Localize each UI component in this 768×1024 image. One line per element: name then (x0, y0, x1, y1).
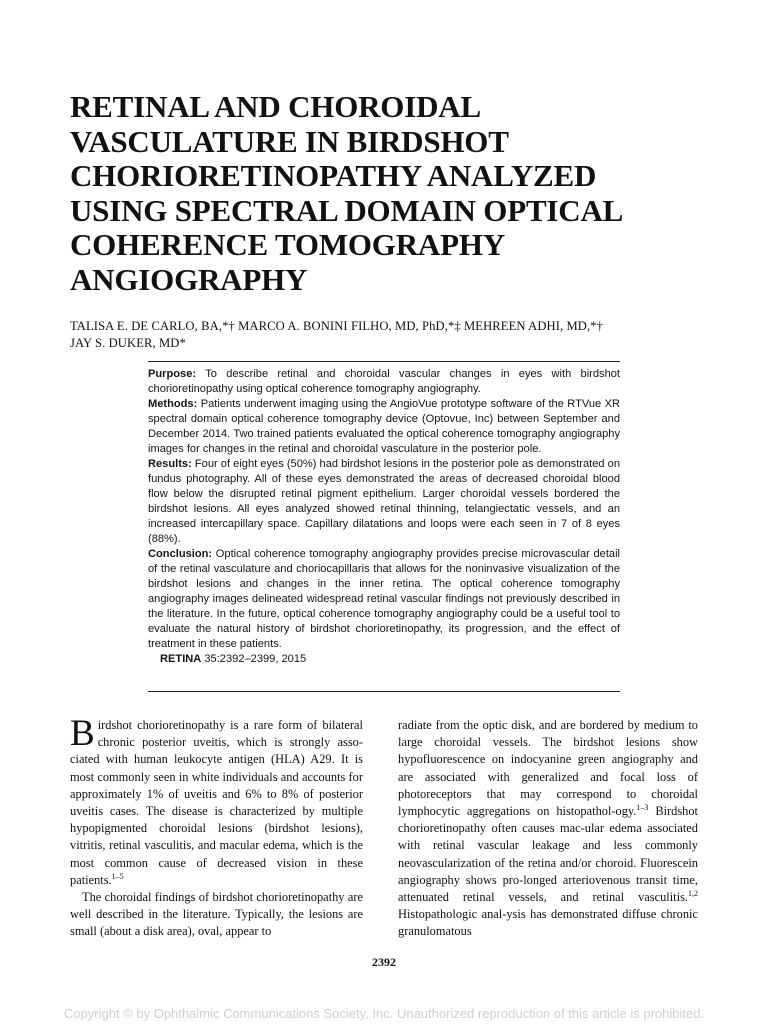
results-label: Results: (148, 458, 192, 470)
paragraph-text: radiate from the optic disk, and are bordered by medium to large choroidal vessels. The birdshot lesions show hypofluorescence on indocyanine green angiography and are associated with generalized and focal loss of photoreceptors that may correspond to choroidal lymphocytic aggregations on histopathol-ogy. (398, 718, 698, 819)
citation-text: 35:2392–2399, 2015 (204, 653, 307, 665)
author-line: TALISA E. DE CARLO, BA,*† MARCO A. BONINI FILHO, MD, PhD,*‡ MEHREEN ADHI, MD,*† (70, 319, 604, 333)
article-title (70, 90, 710, 298)
journal-name: RETINA (160, 653, 202, 665)
abstract (148, 367, 620, 667)
author-list (70, 318, 710, 352)
abstract-conclusion (148, 547, 620, 652)
purpose-label: Purpose: (148, 368, 197, 380)
body-paragraph (398, 717, 698, 941)
title-line: CHORIORETINOPATHY ANALYZED (70, 158, 597, 194)
abstract-results (148, 457, 620, 547)
abstract-bottom-rule (148, 691, 620, 692)
journal-citation (160, 652, 620, 667)
reference-marker: 1–5 (111, 871, 124, 881)
abstract-purpose (148, 367, 620, 397)
body-paragraph (70, 889, 363, 941)
results-text: Four of eight eyes (50%) had birdshot lesions in the posterior pole as demonstrated on fundus photography. All of these eyes demonstrated the areas of decreased choroidal blood flow below the disrupted retinal pigment epithelium. Larger choroidal vessels bordered the birdshot lesions. All eyes analyzed showed retinal thinning, telangiectatic vessels, and an increased intercapillary space. Capillary dilatations and loops were each seen in 7 of 8 eyes (88%). (148, 458, 620, 545)
conclusion-text: Optical coherence tomography angiography provides precise microvascular detail of the retinal vasculature and choriocapillaris that allows for the noninvasive visualization of the birdshot lesions and changes in the inner retina. The optical coherence tomography angiography images delineated widespread retinal vascular findings not previously described in the literature. In the future, optical coherence tomography angiography could be a useful tool to evaluate the natural history of birdshot chorioretinopathy, its progression, and the effect of treatment in these patients. (148, 548, 620, 650)
author-line: JAY S. DUKER, MD* (70, 336, 186, 350)
methods-label: Methods: (148, 398, 198, 410)
title-line: RETINAL AND CHOROIDAL (70, 89, 481, 124)
title-line: USING SPECTRAL DOMAIN OPTICAL (70, 192, 624, 228)
paragraph-text: Birdshot chorioretinopathy often causes mac-ular edema associated with retinal vascular leakage and less commonly neovascularization of the retina and/or choroid. Fluorescein angiography shows pro-longed arteriovenous transit time, attenuated retinal vessels, and retinal vasculitis. (398, 804, 699, 905)
page-number: 2392 (372, 955, 396, 969)
title-line: COHERENCE TOMOGRAPHY (70, 227, 505, 263)
paragraph-text: Histopathologic anal-ysis has demonstrated diffuse chronic granulomatous (398, 907, 698, 939)
body-column-left (70, 713, 363, 941)
methods-text: Patients underwent imaging using the AngioVue prototype software of the RTVue XR spectral domain optical coherence tomography device (Optovue, Inc) between September and December 2014. Two trained patients evaluated the optical coherence tomography angiography images for changes in the retinal and choroidal vasculature in the posterior pole. (148, 398, 620, 455)
paragraph-text: irdshot chorioretinopathy is a rare form of bilateral chronic posterior uveitis, which is strongly asso-ciated with human leukocyte antigen (HLA) A29. It is most commonly seen in white individuals and accounts for approximately 1% of uveitis and 6% to 8% of posterior uveitis cases. The disease is characterized by multiple hypopigmented choroidal lesions (birdshot lesions), vitritis, retinal vasculitis, and macular edema, which is the most common cause of decreased vision in these patients. (70, 718, 363, 887)
copyright-watermark: Copyright © by Ophthalmic Communications Society, Inc. Unauthorized reproduction of this article is prohibited. (63, 1006, 705, 1021)
abstract-methods (148, 397, 620, 457)
conclusion-label: Conclusion: (148, 548, 213, 560)
body-paragraph (70, 713, 363, 889)
purpose-text: To describe retinal and choroidal vascular changes in eyes with birdshot chorioretinopathy using optical coherence tomography angiography. (148, 368, 620, 395)
drop-cap: B (70, 713, 95, 754)
body-column-right (398, 717, 698, 941)
abstract-top-rule (148, 361, 620, 362)
reference-marker: 1–3 (636, 802, 649, 812)
title-line: VASCULATURE IN BIRDSHOT (70, 123, 509, 159)
paragraph-text: The choroidal findings of birdshot chorioretinopathy are well described in the literature. Typically, the lesions are small (about a disk area), oval, appear to (70, 890, 363, 939)
reference-marker: 1,2 (688, 888, 698, 898)
title-line: ANGIOGRAPHY (70, 261, 308, 297)
